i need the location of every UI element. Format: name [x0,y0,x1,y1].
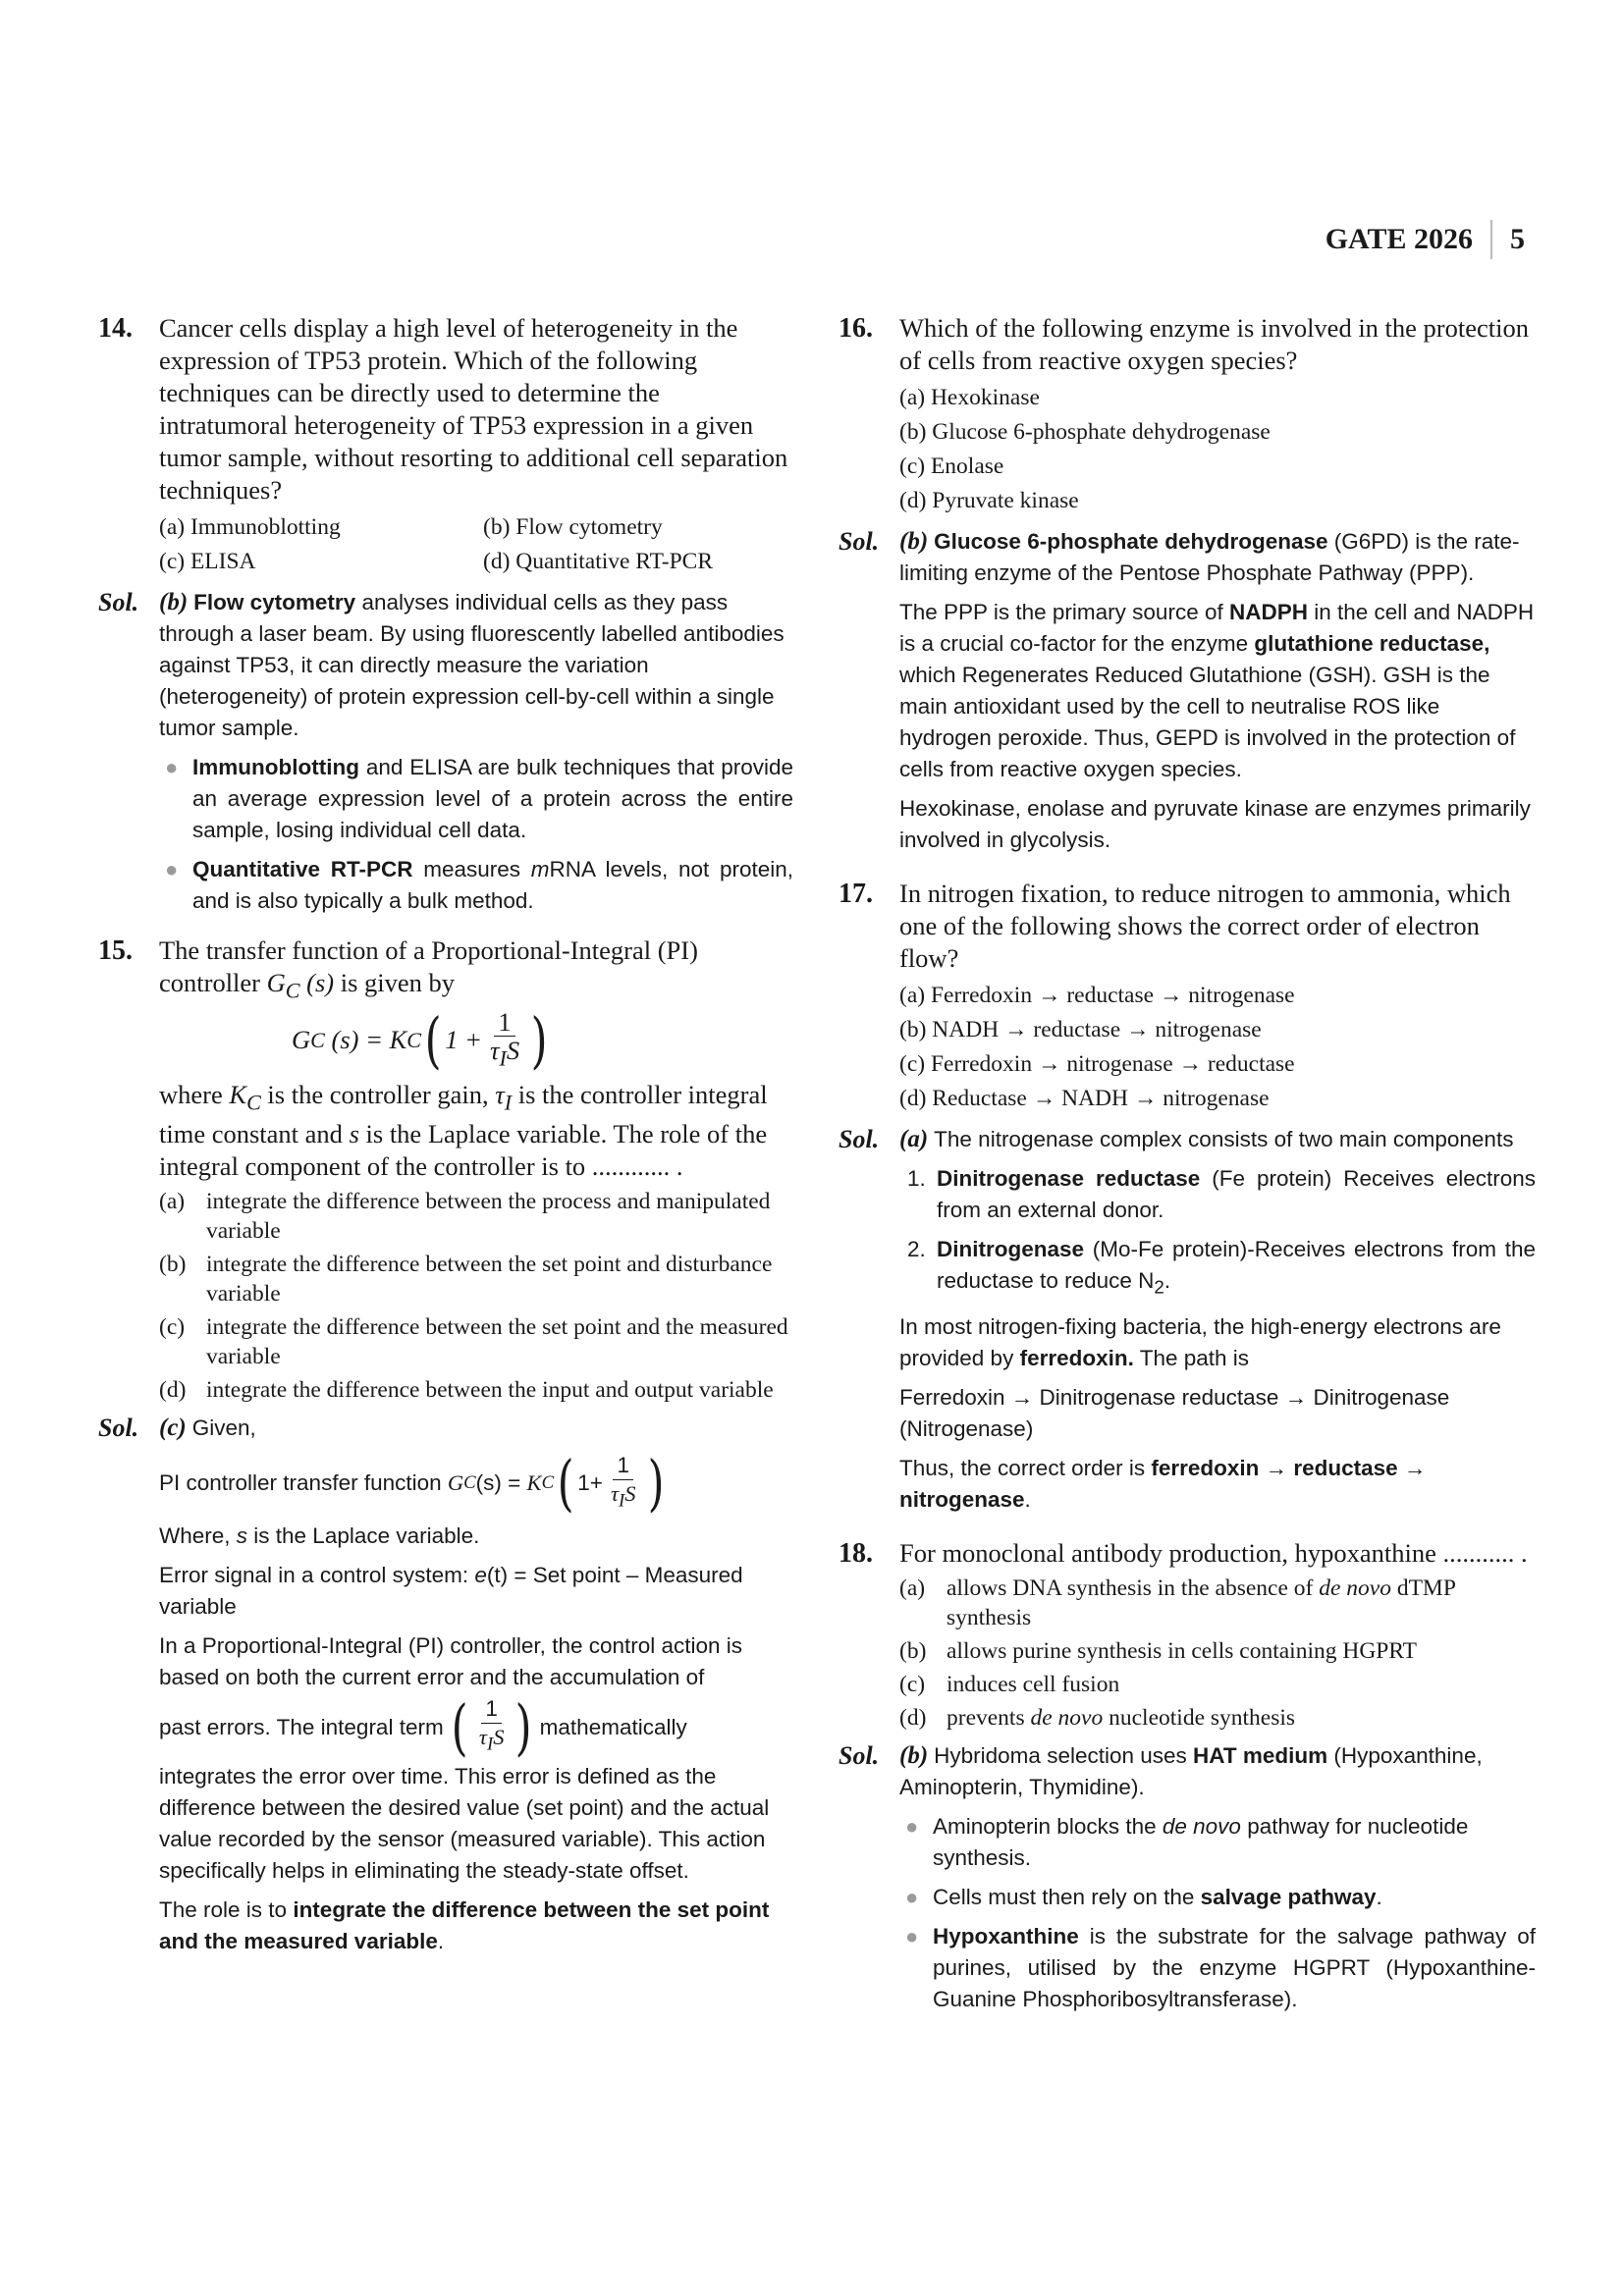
option-label: (a) [159,1188,186,1214]
math-arg: (s) = [475,1470,527,1496]
math-arg: (s) [299,968,335,997]
math-sub: I [504,1089,513,1114]
right-paren: ) [530,1003,548,1076]
text: is the controller integral time constant and [159,1079,768,1148]
option-label: (b) [159,1251,187,1277]
bullet-icon: ● [165,857,179,881]
option-c: (c) ELISA [159,549,256,574]
bold-term: Dinitrogenase reductase [937,1166,1201,1191]
denominator [607,1480,640,1516]
bullet-item [159,854,793,917]
text: pathway for nucleotide synthesis. [933,1813,1469,1870]
bullet-icon: ● [905,1884,919,1909]
text: The path is [1133,1345,1250,1370]
math-tau: τ [610,1480,619,1506]
math-sub: I [499,1045,507,1071]
question-17 [839,878,1536,1116]
text: is the Laplace variable. The role of the integral component of the controller is to ............ . [159,1118,768,1181]
text: measures [412,857,531,881]
option-text: dTMP synthesis [947,1575,1456,1630]
math-sub: I [619,1490,625,1512]
question-16 [839,312,1536,518]
bold-term: ferredoxin. [1019,1345,1134,1370]
text: (Mo-Fe protein)-Receives electrons from the reductase to reduce N [937,1237,1536,1293]
option-b: (b) NADH → reductase → nitrogenase [899,1017,1262,1042]
italic-text: m [530,857,550,881]
solution-text [159,1560,793,1623]
text: mathematically [539,1714,687,1739]
question-stem: Cancer cells display a high level of heterogeneity in the expression of TP53 protein. Which of the following techniques can be directly used to determine the intratumoral heterogeneity of TP53 expression in a given tumor sample, without resorting to additional cell separation techniques? [159,313,788,505]
solution-text [899,526,1536,589]
option-a [899,1574,1536,1632]
option-label: (a) [899,1575,926,1601]
option-d: (d) Reductase → NADH → nitrogenase [899,1086,1270,1111]
bold-term: NADPH [1228,600,1308,624]
text: (G6PD) is the rate-limiting enzyme of the Pentose Phosphate Pathway (PPP). [899,529,1520,585]
solution-text [159,1895,793,1957]
solution-14 [98,587,793,917]
option-label: (d) [899,1704,927,1731]
text: RNA levels, not protein, and is also typically a bulk method. [192,857,794,913]
page-header [1325,218,1525,261]
option-text: integrate the difference between the set point and the measured variable [206,1313,788,1369]
bullet-item [899,1921,1536,2015]
solution-text [159,1413,793,1444]
math-s: S [493,1725,505,1750]
equation [292,1003,793,1076]
math-sub: C [463,1472,476,1494]
option-d [899,1703,1536,1733]
option-text: integrate the difference between the set point and disturbance variable [206,1251,773,1307]
math-s: S [624,1480,636,1506]
text: Aminopterin blocks the [933,1813,1163,1839]
bold-term: integrate the difference between the set point and the measured variable [159,1896,770,1953]
numbered-item [899,1234,1536,1304]
math-e: e [474,1563,487,1588]
solution-text: integrates the error over time. This error is defined as the difference between the desired value (set point) and the actual value recorded by the sensor (measured variable). This action specifically helps in eliminating the steady-state offset. [159,1763,770,1883]
bold-term: Dinitrogenase [937,1237,1085,1261]
text: is the substrate for the salvage pathway of purines, utilised by the enzyme HGPRT (Hypoxanthine-Guanine Phosphoribosyltransferase). [933,1923,1536,2011]
math-arg: (s) = K [324,1025,407,1055]
italic-text: de novo [1162,1813,1241,1839]
italic-text: de novo [1319,1575,1391,1601]
text: which Regenerates Reduced Glutathione (GSH). GSH is the main antioxidant used by the cell to neutralise ROS like hydrogen peroxide. Thus, GEPD is involved in the protection of cells from reactive oxygen species. [899,663,1516,781]
text: Hybridoma selection uses [934,1742,1194,1768]
solution-label: Sol. [98,588,139,616]
question-stem [159,934,793,1006]
option-text: allows DNA synthesis in the absence of [947,1575,1320,1601]
question-number: 15. [98,935,133,966]
page-number: 5 [1510,223,1525,255]
numerator: 1 [481,1695,502,1724]
option-text: allows purine synthesis in cells containing HGPRT [947,1637,1417,1664]
denominator [475,1724,509,1759]
text: analyses individual cells as they pass through a laser beam. By using fluorescently labelled antibodies against TP53, it can directly measure the variation (heterogeneity) of protein expression cell-by-cell within a single tumor sample. [159,590,784,740]
numbered-item [899,1163,1536,1226]
math-s: s [236,1523,248,1549]
text: is given by [334,968,456,997]
equation [159,1447,793,1520]
option-a: (a) Ferredoxin → reductase → nitrogenase [899,983,1295,1008]
question-15 [98,934,793,1405]
math-text: 1 + [445,1025,482,1055]
bold-term: HAT medium [1193,1742,1328,1768]
option-text: induces cell fusion [947,1671,1120,1697]
math-k: K [229,1079,247,1109]
math-sub: C [246,1089,261,1114]
bold-term: Quantitative RT-PCR [192,857,413,881]
question-14 [98,312,793,579]
bold-term: Hypoxanthine [933,1923,1079,1949]
text: in the cell and NADPH is a crucial co-factor for the enzyme [899,600,1535,656]
text: is the controller gain, [260,1079,496,1109]
math-t: (t) [486,1563,509,1588]
italic-text: de novo [1030,1704,1104,1731]
text: and ELISA are bulk techniques that provide an average expression level of a protein across the entire sample, losing individual cell data. [192,755,793,842]
solution-text [159,587,793,744]
option-c: (c) Ferredoxin → nitrogenase → reductase [899,1051,1295,1077]
bold-term: ferredoxin → reductase → nitrogenase [899,1455,1427,1512]
solution-text: Hexokinase, enolase and pyruvate kinase are enzymes primarily involved in glycolysis. [899,796,1531,852]
options [159,1187,793,1405]
option-a: (a) Hexokinase [899,385,1040,410]
subscript: 2 [1154,1276,1164,1298]
answer-key: (c) [159,1414,187,1441]
text: . [437,1928,445,1953]
text: (Hypoxanthine, Aminopterin, Thymidine). [899,1742,1483,1799]
text: Where, [159,1523,237,1549]
option-text: integrate the difference between the input and output variable [206,1376,774,1403]
option-label: (c) [899,1671,926,1697]
question-where [159,1079,793,1183]
bullet-icon: ● [165,755,179,779]
left-column [98,312,793,1979]
question-number: 18. [839,1537,873,1569]
text: Given, [191,1415,256,1440]
bullet-icon: ● [905,1923,919,1949]
solution-16 [839,526,1536,856]
header-divider [1490,220,1492,259]
math-tau: τ [478,1725,487,1750]
text: past errors. The integral term [159,1714,444,1739]
math-g: G [266,968,286,997]
option-c: (c) Enolase [899,454,1004,479]
option-c [899,1670,1536,1699]
solution-text [899,597,1536,785]
question-18 [839,1537,1536,1733]
fraction [475,1695,509,1759]
option-d: (d) Pyruvate kinase [899,488,1079,513]
text: The nitrogenase complex consists of two main components [934,1127,1514,1151]
left-paren: ( [424,1003,442,1076]
solution-text: Ferredoxin → Dinitrogenase reductase → Dinitrogenase (Nitrogenase) [899,1384,1450,1441]
solution-17 [839,1124,1536,1516]
solution-label: Sol. [839,1740,880,1770]
math-sub: C [285,978,300,1003]
bold-term: Glucose 6-phosphate dehydrogenase [934,529,1328,554]
text: PI controller transfer function [159,1470,448,1496]
option-b [899,1636,1536,1666]
text: Thus, the correct order is [899,1455,1152,1480]
option-b: (b) Flow cytometry [483,514,663,540]
solution-text [159,1521,793,1552]
solution-label: Sol. [98,1413,139,1442]
option-label: (c) [159,1313,186,1340]
bold-term: glutathione reductase, [1254,631,1490,656]
fraction [486,1008,523,1072]
math-sub: C [406,1028,422,1053]
left-paren: ( [557,1447,574,1520]
numerator: 1 [494,1008,514,1037]
item-number: 2. [907,1237,926,1261]
bold-term: salvage pathway [1200,1884,1377,1909]
math-s: s [349,1118,359,1148]
math-tau: τ [489,1036,500,1066]
options [899,979,1536,1116]
right-paren: ) [647,1447,665,1520]
question-number: 14. [98,313,133,344]
bold-term: Immunoblotting [192,755,359,779]
math-g: G [447,1470,464,1496]
answer-key: (b) [899,528,929,555]
denominator [486,1037,523,1072]
bold-term: Flow cytometry [193,590,356,614]
right-paren: ) [515,1690,533,1763]
bullet-item [899,1882,1536,1913]
option-text: nucleotide synthesis [1103,1704,1296,1731]
option-b: (b) Glucose 6-phosphate dehydrogenase [899,419,1271,445]
solution-18 [839,1740,1536,2015]
text: . [1376,1884,1382,1909]
option-d: (d) Quantitative RT-PCR [483,549,714,574]
text: = Set point – Measured variable [159,1563,743,1620]
option-d [159,1375,793,1405]
option-text: integrate the difference between the process and manipulated variable [206,1188,771,1244]
option-a: (a) Immunoblotting [159,514,341,540]
question-stem: For monoclonal antibody production, hypoxanthine ........... . [899,1537,1528,1568]
item-number: 1. [907,1166,926,1191]
text: Error signal in a control system: [159,1563,475,1588]
inline-term [159,1690,793,1763]
text: is the Laplace variable. [247,1523,480,1549]
solution-label: Sol. [839,527,880,556]
math-sub: I [486,1734,494,1755]
math-g: G [292,1025,311,1055]
math-sub: C [541,1472,555,1494]
text: In most nitrogen-fixing bacteria, the high-energy electrons are provided by [899,1313,1501,1370]
math-text: 1+ [577,1470,603,1496]
option-c [159,1312,793,1371]
option-label: (b) [899,1637,927,1664]
solution-text [899,1311,1536,1374]
solution-text [899,1740,1536,1803]
numerator: 1 [613,1452,633,1480]
text: . [1024,1486,1031,1512]
solution-15 [98,1413,793,1957]
bullet-icon: ● [905,1813,919,1839]
math-k: K [526,1470,542,1496]
answer-key: (a) [899,1126,929,1152]
solution-text [899,1453,1536,1516]
bullet-item [899,1811,1536,1874]
text: Cells must then rely on the [933,1884,1201,1909]
option-label: (d) [159,1376,187,1403]
answer-key: (b) [899,1741,929,1769]
text: . [1163,1268,1171,1293]
solution-label: Sol. [839,1125,880,1153]
options [899,1574,1536,1733]
text: The transfer function of a Proportional-Integral (PI) controller [159,935,698,997]
fraction [607,1452,640,1516]
question-number: 17. [839,879,873,909]
question-stem: In nitrogen fixation, to reduce nitrogen to ammonia, which one of the following shows the correct order of electron flow? [899,879,1511,973]
option-a [159,1187,793,1246]
options [159,510,793,579]
math-tau: τ [495,1079,505,1109]
answer-key: (b) [159,589,189,615]
right-column [839,312,1536,2037]
header-title: GATE 2026 [1325,223,1473,255]
option-b [159,1250,793,1308]
solution-text: In a Proportional-Integral (PI) controller, the control action is based on both the current error and the accumulation of [159,1633,743,1690]
text: where [159,1079,230,1109]
left-paren: ( [451,1690,468,1763]
math-sub: C [310,1028,325,1053]
math-s: S [506,1036,520,1066]
text: The role is to [159,1896,294,1922]
text: The PPP is the primary source of [899,600,1229,624]
question-stem: Which of the following enzyme is involved in the protection of cells from reactive oxygen species? [899,313,1529,375]
question-number: 16. [839,313,873,344]
options [899,381,1536,518]
option-text: prevents [947,1704,1031,1731]
solution-text [899,1124,1536,1155]
text: (Fe protein) Receives electrons from an external donor. [937,1166,1536,1222]
bullet-item [159,752,793,846]
